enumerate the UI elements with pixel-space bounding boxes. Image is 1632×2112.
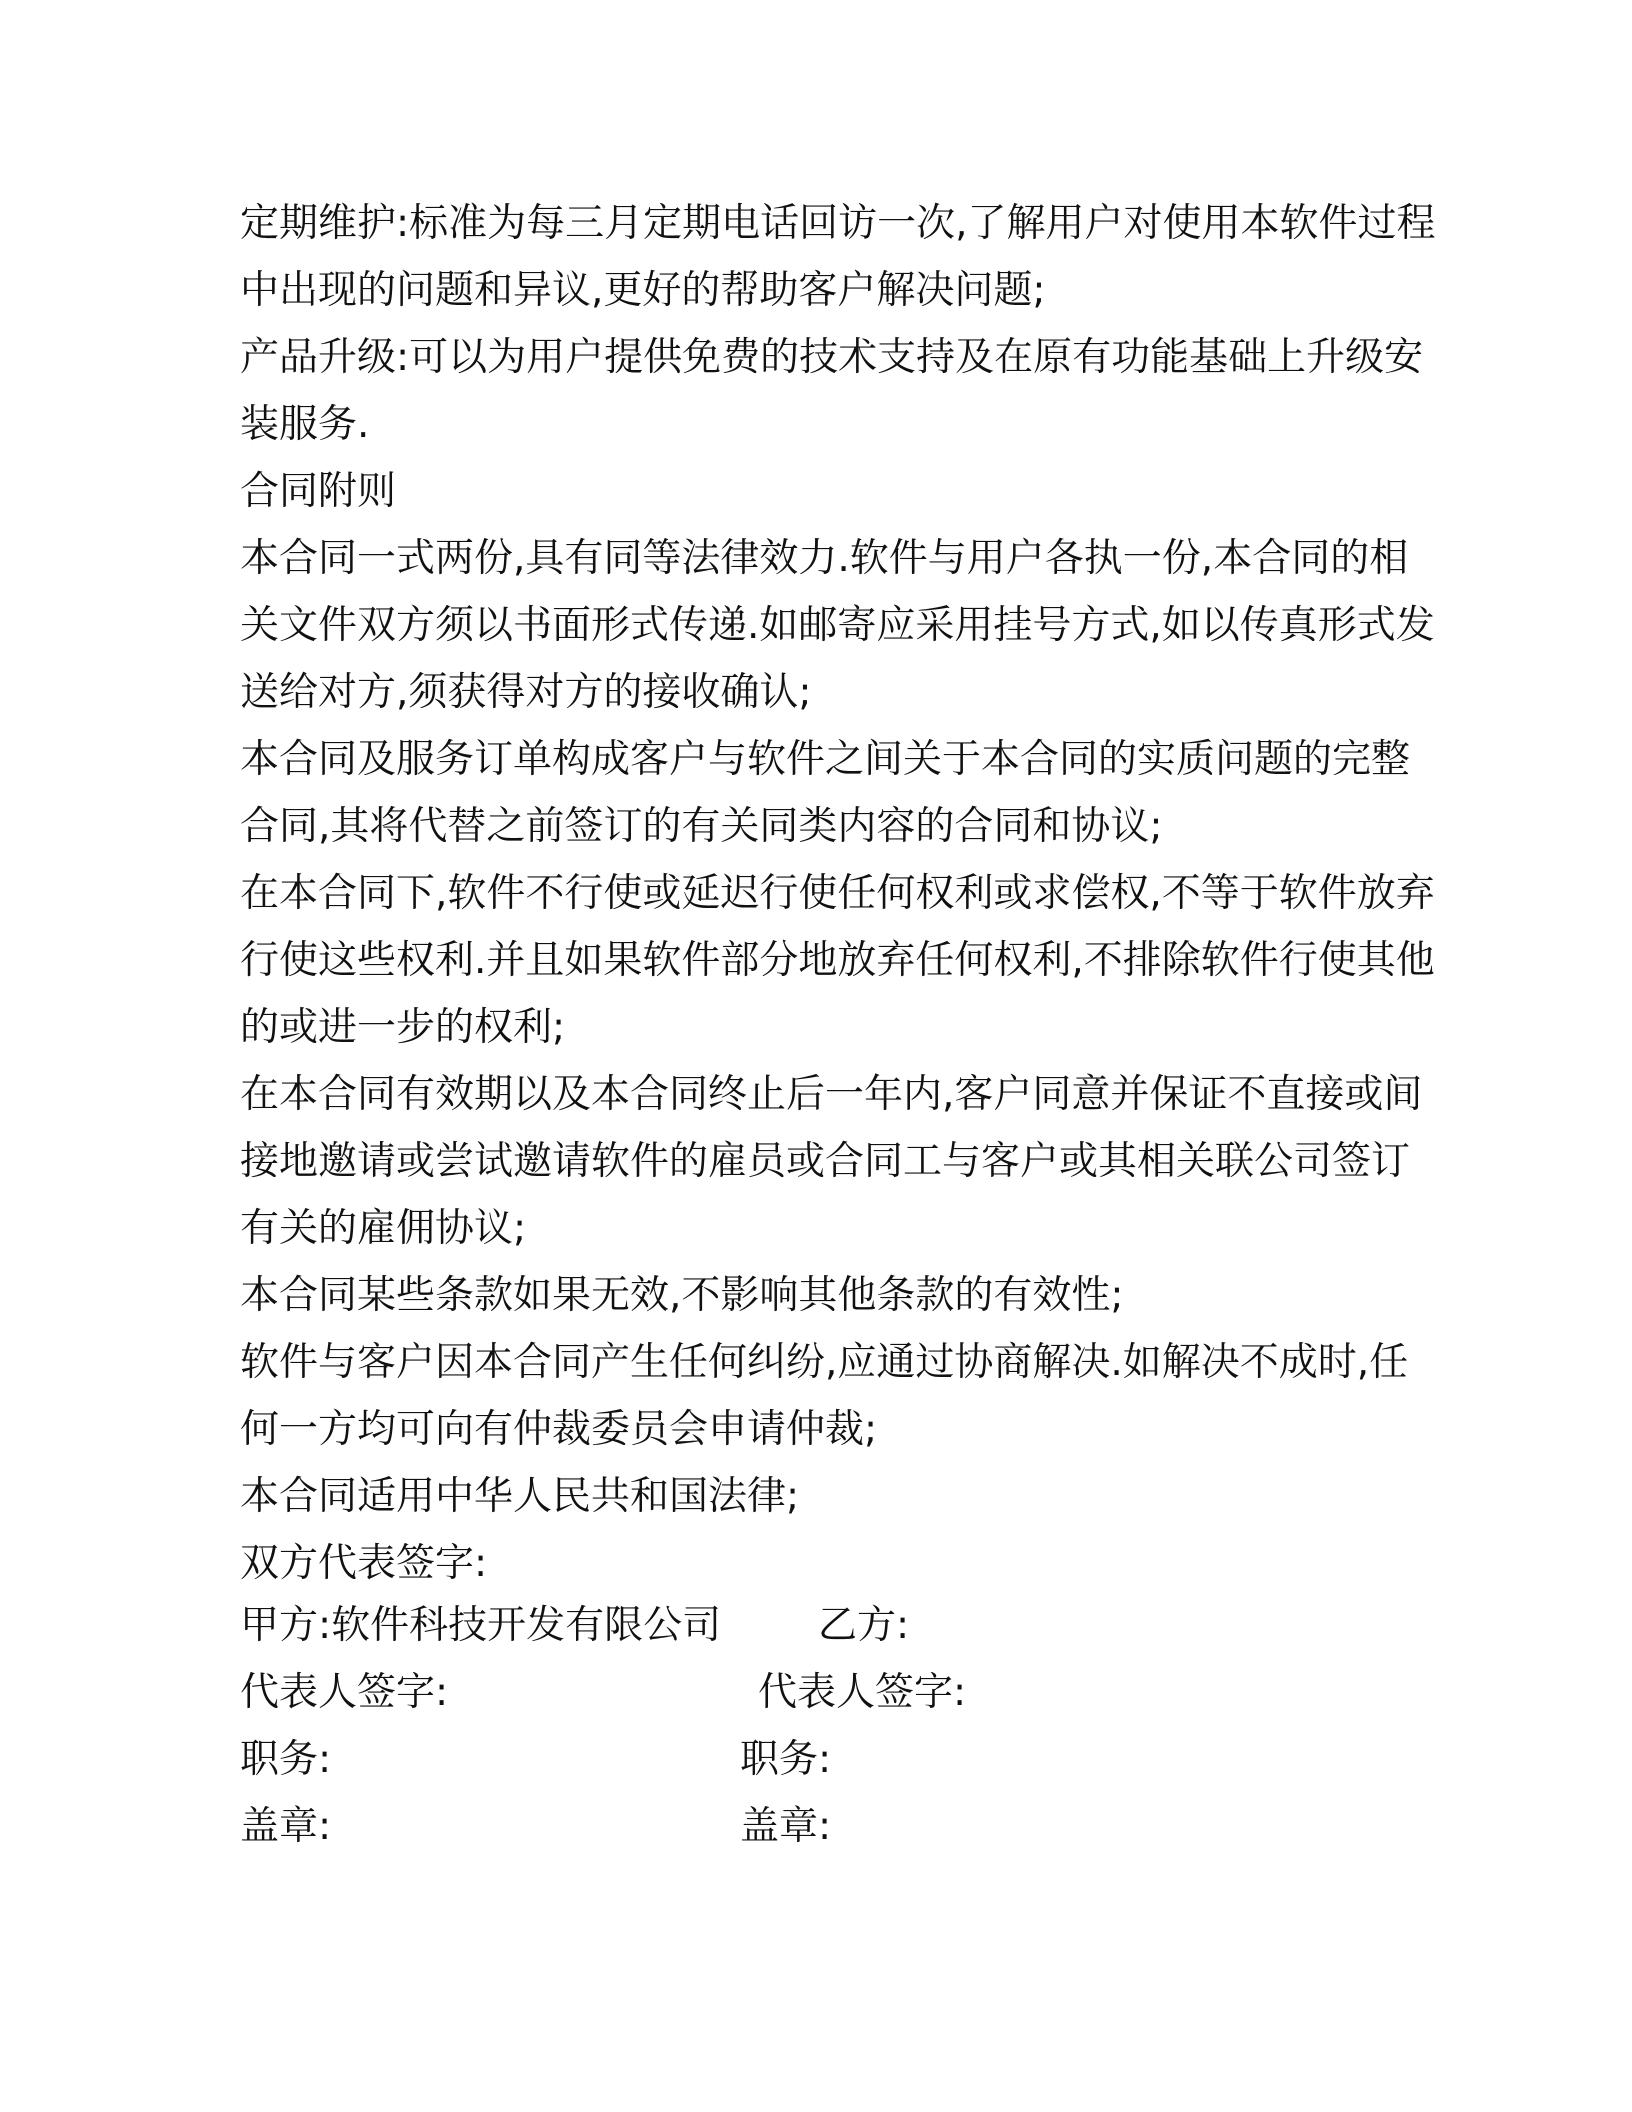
text-line: 中出现的问题和异议,更好的帮助客户解决问题; [240,268,1046,313]
party-row [240,1592,1390,1659]
text-line: 本合同及服务订单构成客户与软件之间关于本合同的实质问题的完整 [240,737,1411,782]
text-line: 软件与客户因本合同产生任何纠纷,应通过协商解决.如解决不成时,任 [240,1340,1409,1385]
title-a-label: 职务: [240,1737,332,1782]
text-line: 关文件双方须以书面形式传递.如邮寄应采用挂号方式,如以传真形式发 [240,603,1435,648]
party-b-label: 乙方: [818,1603,910,1648]
text-line: 行使这些权利.并且如果软件部分地放弃任何权利,不排除软件行使其他 [240,938,1435,983]
text-line: 在本合同有效期以及本合同终止后一年内,客户同意并保证不直接或间 [240,1072,1423,1117]
text-line: 接地邀请或尝试邀请软件的雇员或合同工与客户或其相关联公司签订 [240,1139,1411,1184]
contract-body [240,190,1436,1597]
text-line: 有关的雇佣协议; [240,1206,527,1251]
section-heading: 合同附则 [240,469,397,514]
text-line: 产品升级:可以为用户提供免费的技术支持及在原有功能基础上升级安 [240,335,1424,380]
text-line: 本合同适用中华人民共和国法律; [240,1474,800,1519]
seal-b-label: 盖章: [740,1804,832,1849]
text-line: 的或进一步的权利; [240,1005,566,1050]
text-line: 在本合同下,软件不行使或延迟行使任何权利或求偿权,不等于软件放弃 [240,871,1435,916]
text-line: 何一方均可向有仲裁委员会申请仲裁; [240,1407,878,1452]
title-b-label: 职务: [740,1737,832,1782]
seal-row [240,1793,1390,1860]
seal-a-label: 盖章: [240,1804,332,1849]
signature-block [240,1592,1390,1860]
text-line: 定期维护:标准为每三月定期电话回访一次,了解用户对使用本软件过程 [240,201,1436,246]
party-a-label: 甲方:软件科技开发有限公司 [240,1603,722,1648]
text-line: 送给对方,须获得对方的接收确认; [240,670,812,715]
signature-heading: 双方代表签字: [240,1541,488,1586]
text-line: 本合同一式两份,具有同等法律效力.软件与用户各执一份,本合同的相 [240,536,1409,581]
title-row [240,1726,1390,1793]
text-line: 装服务. [240,402,370,447]
representative-row [240,1659,1390,1726]
text-line: 合同,其将代替之前签订的有关同类内容的合同和协议; [240,804,1163,849]
rep-b-label: 代表人签字: [758,1670,967,1715]
rep-a-label: 代表人签字: [240,1670,449,1715]
text-line: 本合同某些条款如果无效,不影响其他条款的有效性; [240,1273,1124,1318]
